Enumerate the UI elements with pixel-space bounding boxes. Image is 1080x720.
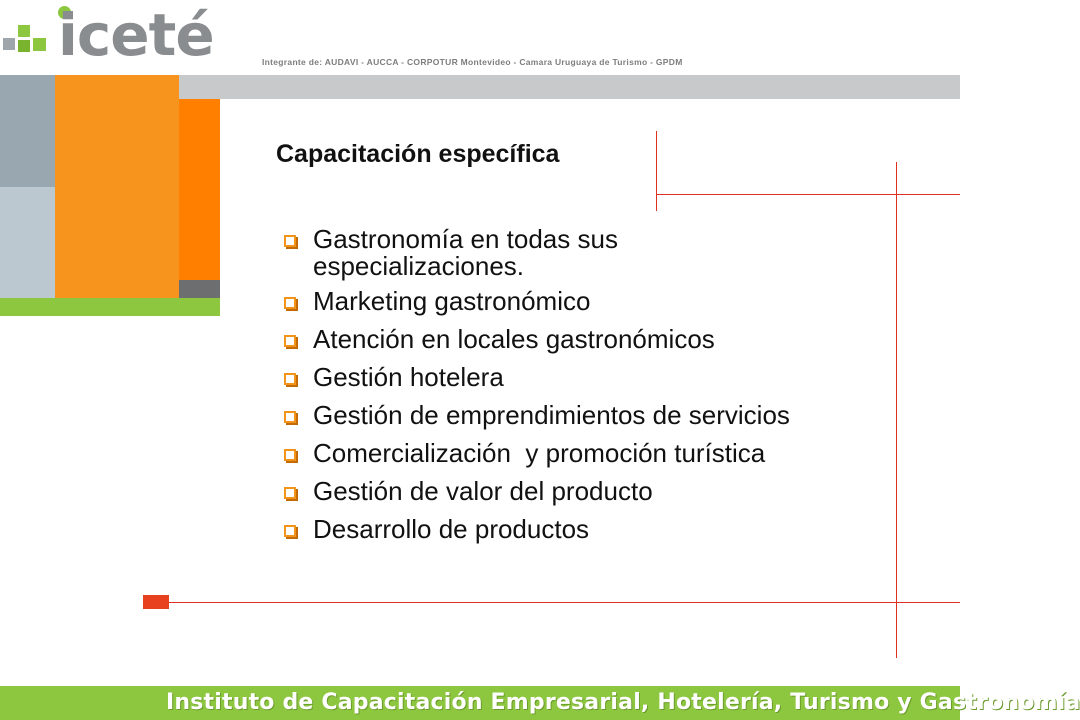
list-item-label: Gestión hotelera [313,362,504,392]
bullet-list [284,226,924,554]
bullet-box-icon [284,297,296,309]
list-item [284,226,924,280]
deco-block-dark-orange [179,99,220,280]
bullet-box-icon [284,449,296,461]
bullet-box-icon [284,525,296,537]
bullet-box-icon [284,411,296,423]
slide-title: Capacitación específica [276,140,560,168]
deco-block-slate [0,75,55,187]
list-item-label: Comercialización y promoción turística [313,438,766,468]
deco-block-orange [55,75,179,298]
footer-text: Instituto de Capacitación Empresarial, Hotelería, Turismo y Gastronomía [166,690,1080,715]
logo-wordmark: iceté [58,1,214,69]
deco-block-dark-gray [179,280,220,298]
deco-block-light-slate [0,187,55,298]
logo-square-green-2 [18,40,30,52]
list-item [284,364,924,391]
logo-square-green-3 [33,38,46,51]
bullet-box-icon [284,335,296,347]
list-item [284,402,924,429]
accent-line-horizontal-1 [656,194,960,195]
bullet-box-icon [284,487,296,499]
deco-block-green [0,298,220,316]
logo-mark [0,0,60,60]
list-item-label: Gestión de valor del producto [313,476,653,506]
list-item [284,440,924,467]
header-rule-cutout [220,99,792,101]
list-item-label: Atención en locales gastronómicos [313,324,715,354]
list-item-label: Gestión de emprendimientos de servicios [313,400,790,430]
logo-square-green-1 [18,25,30,37]
list-item-label: Gastronomía en todas sus especializaciones. [313,224,618,281]
list-item [284,326,924,353]
list-item-label: Desarrollo de productos [313,514,590,544]
list-item [284,478,924,505]
logo-tagline: Integrante de: AUDAVI - AUCCA - CORPOTUR Montevideo - Camara Uruguaya de Turismo - GPDM [262,57,683,67]
accent-line-horizontal-2 [168,602,960,603]
list-item [284,288,924,315]
bullet-box-icon [284,235,296,247]
list-item-label: Marketing gastronómico [313,286,591,316]
accent-line-vertical-1 [656,131,657,211]
accent-square-red [143,595,169,609]
list-item [284,516,924,543]
bullet-box-icon [284,373,296,385]
logo-square-gray [3,38,15,50]
